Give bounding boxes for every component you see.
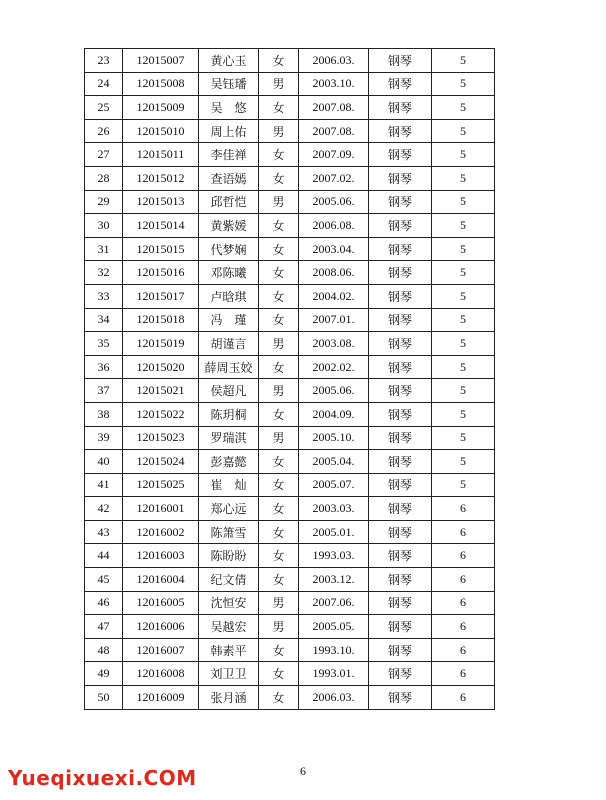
birth-date-cell: 2005.10. bbox=[299, 426, 369, 450]
student-id-cell: 12015011 bbox=[123, 143, 199, 167]
birth-date-cell: 2003.03. bbox=[299, 497, 369, 521]
student-id-cell: 12015008 bbox=[123, 72, 199, 96]
name-cell: 陈箫雪 bbox=[199, 520, 259, 544]
grade-level-cell: 6 bbox=[432, 497, 495, 521]
table-row bbox=[85, 473, 495, 497]
birth-date-cell: 1993.03. bbox=[299, 544, 369, 568]
table-row bbox=[85, 284, 495, 308]
birth-date-cell: 1993.10. bbox=[299, 638, 369, 662]
grade-level-cell: 5 bbox=[432, 143, 495, 167]
birth-date-cell: 2007.09. bbox=[299, 143, 369, 167]
name-cell: 吴越宏 bbox=[199, 615, 259, 639]
table-row bbox=[85, 72, 495, 96]
gender-cell: 女 bbox=[259, 214, 299, 238]
name-cell: 纪文倩 bbox=[199, 568, 259, 592]
grade-level-cell: 6 bbox=[432, 544, 495, 568]
instrument-cell: 钢琴 bbox=[369, 426, 432, 450]
student-id-cell: 12015018 bbox=[123, 308, 199, 332]
gender-cell: 男 bbox=[259, 615, 299, 639]
row-index-cell: 39 bbox=[85, 426, 123, 450]
table-row bbox=[85, 237, 495, 261]
table-row bbox=[85, 379, 495, 403]
row-index-cell: 35 bbox=[85, 332, 123, 356]
student-id-cell: 12015021 bbox=[123, 379, 199, 403]
instrument-cell: 钢琴 bbox=[369, 615, 432, 639]
row-index-cell: 50 bbox=[85, 686, 123, 710]
birth-date-cell: 2002.02. bbox=[299, 355, 369, 379]
row-index-cell: 42 bbox=[85, 497, 123, 521]
birth-date-cell: 2003.10. bbox=[299, 72, 369, 96]
gender-cell: 男 bbox=[259, 119, 299, 143]
row-index-cell: 36 bbox=[85, 355, 123, 379]
birth-date-cell: 2005.06. bbox=[299, 190, 369, 214]
grade-level-cell: 5 bbox=[432, 214, 495, 238]
name-cell: 刘卫卫 bbox=[199, 662, 259, 686]
name-cell: 吴 悠 bbox=[199, 96, 259, 120]
name-cell: 冯 瑾 bbox=[199, 308, 259, 332]
instrument-cell: 钢琴 bbox=[369, 96, 432, 120]
instrument-cell: 钢琴 bbox=[369, 473, 432, 497]
instrument-cell: 钢琴 bbox=[369, 591, 432, 615]
gender-cell: 女 bbox=[259, 237, 299, 261]
table-row bbox=[85, 568, 495, 592]
birth-date-cell: 2007.08. bbox=[299, 119, 369, 143]
row-index-cell: 31 bbox=[85, 237, 123, 261]
student-id-cell: 12015025 bbox=[123, 473, 199, 497]
instrument-cell: 钢琴 bbox=[369, 261, 432, 285]
gender-cell: 男 bbox=[259, 72, 299, 96]
table-row bbox=[85, 143, 495, 167]
gender-cell: 女 bbox=[259, 166, 299, 190]
birth-date-cell: 2006.08. bbox=[299, 214, 369, 238]
gender-cell: 女 bbox=[259, 497, 299, 521]
table-row bbox=[85, 119, 495, 143]
gender-cell: 女 bbox=[259, 402, 299, 426]
gender-cell: 女 bbox=[259, 520, 299, 544]
grade-level-cell: 6 bbox=[432, 591, 495, 615]
name-cell: 侯超凡 bbox=[199, 379, 259, 403]
birth-date-cell: 2005.04. bbox=[299, 450, 369, 474]
gender-cell: 男 bbox=[259, 426, 299, 450]
student-id-cell: 12015010 bbox=[123, 119, 199, 143]
table-row bbox=[85, 426, 495, 450]
birth-date-cell: 1993.01. bbox=[299, 662, 369, 686]
table-row bbox=[85, 450, 495, 474]
name-cell: 周上佑 bbox=[199, 119, 259, 143]
name-cell: 陈盼盼 bbox=[199, 544, 259, 568]
row-index-cell: 38 bbox=[85, 402, 123, 426]
student-id-cell: 12016007 bbox=[123, 638, 199, 662]
table-row bbox=[85, 49, 495, 73]
birth-date-cell: 2008.06. bbox=[299, 261, 369, 285]
birth-date-cell: 2007.08. bbox=[299, 96, 369, 120]
birth-date-cell: 2005.06. bbox=[299, 379, 369, 403]
row-index-cell: 27 bbox=[85, 143, 123, 167]
row-index-cell: 29 bbox=[85, 190, 123, 214]
gender-cell: 女 bbox=[259, 544, 299, 568]
table-row bbox=[85, 544, 495, 568]
instrument-cell: 钢琴 bbox=[369, 284, 432, 308]
birth-date-cell: 2004.02. bbox=[299, 284, 369, 308]
instrument-cell: 钢琴 bbox=[369, 379, 432, 403]
gender-cell: 女 bbox=[259, 355, 299, 379]
birth-date-cell: 2003.12. bbox=[299, 568, 369, 592]
student-id-cell: 12016006 bbox=[123, 615, 199, 639]
table-row bbox=[85, 355, 495, 379]
row-index-cell: 45 bbox=[85, 568, 123, 592]
grade-level-cell: 6 bbox=[432, 662, 495, 686]
grade-level-cell: 5 bbox=[432, 49, 495, 73]
student-id-cell: 12016001 bbox=[123, 497, 199, 521]
birth-date-cell: 2003.04. bbox=[299, 237, 369, 261]
table-row bbox=[85, 261, 495, 285]
student-id-cell: 12016008 bbox=[123, 662, 199, 686]
gender-cell: 女 bbox=[259, 450, 299, 474]
instrument-cell: 钢琴 bbox=[369, 308, 432, 332]
grade-level-cell: 5 bbox=[432, 261, 495, 285]
gender-cell: 男 bbox=[259, 591, 299, 615]
student-id-cell: 12015022 bbox=[123, 402, 199, 426]
name-cell: 张月涵 bbox=[199, 686, 259, 710]
birth-date-cell: 2005.05. bbox=[299, 615, 369, 639]
grade-level-cell: 5 bbox=[432, 166, 495, 190]
student-id-cell: 12015014 bbox=[123, 214, 199, 238]
grade-level-cell: 5 bbox=[432, 450, 495, 474]
table-row bbox=[85, 402, 495, 426]
student-id-cell: 12015015 bbox=[123, 237, 199, 261]
row-index-cell: 47 bbox=[85, 615, 123, 639]
name-cell: 郑心远 bbox=[199, 497, 259, 521]
row-index-cell: 48 bbox=[85, 638, 123, 662]
birth-date-cell: 2003.08. bbox=[299, 332, 369, 356]
gender-cell: 女 bbox=[259, 308, 299, 332]
table-row bbox=[85, 332, 495, 356]
table-row bbox=[85, 308, 495, 332]
row-index-cell: 34 bbox=[85, 308, 123, 332]
student-id-cell: 12015007 bbox=[123, 49, 199, 73]
instrument-cell: 钢琴 bbox=[369, 402, 432, 426]
row-index-cell: 49 bbox=[85, 662, 123, 686]
instrument-cell: 钢琴 bbox=[369, 520, 432, 544]
grade-level-cell: 5 bbox=[432, 332, 495, 356]
grade-level-cell: 6 bbox=[432, 568, 495, 592]
birth-date-cell: 2006.03. bbox=[299, 686, 369, 710]
name-cell: 黄心玉 bbox=[199, 49, 259, 73]
grade-level-cell: 5 bbox=[432, 190, 495, 214]
name-cell: 卢晗琪 bbox=[199, 284, 259, 308]
gender-cell: 女 bbox=[259, 568, 299, 592]
grade-level-cell: 5 bbox=[432, 426, 495, 450]
name-cell: 李佳禅 bbox=[199, 143, 259, 167]
student-id-cell: 12015009 bbox=[123, 96, 199, 120]
row-index-cell: 23 bbox=[85, 49, 123, 73]
table-row bbox=[85, 190, 495, 214]
birth-date-cell: 2005.07. bbox=[299, 473, 369, 497]
instrument-cell: 钢琴 bbox=[369, 190, 432, 214]
instrument-cell: 钢琴 bbox=[369, 638, 432, 662]
birth-date-cell: 2007.02. bbox=[299, 166, 369, 190]
row-index-cell: 32 bbox=[85, 261, 123, 285]
row-index-cell: 44 bbox=[85, 544, 123, 568]
gender-cell: 女 bbox=[259, 284, 299, 308]
row-index-cell: 24 bbox=[85, 72, 123, 96]
name-cell: 邓陈曦 bbox=[199, 261, 259, 285]
gender-cell: 女 bbox=[259, 473, 299, 497]
instrument-cell: 钢琴 bbox=[369, 662, 432, 686]
name-cell: 邱哲恺 bbox=[199, 190, 259, 214]
instrument-cell: 钢琴 bbox=[369, 119, 432, 143]
name-cell: 彭嘉懿 bbox=[199, 450, 259, 474]
grade-level-cell: 5 bbox=[432, 237, 495, 261]
row-index-cell: 28 bbox=[85, 166, 123, 190]
grade-level-cell: 5 bbox=[432, 355, 495, 379]
instrument-cell: 钢琴 bbox=[369, 450, 432, 474]
grade-level-cell: 6 bbox=[432, 520, 495, 544]
name-cell: 薛周玉姣 bbox=[199, 355, 259, 379]
student-id-cell: 12016009 bbox=[123, 686, 199, 710]
grade-level-cell: 6 bbox=[432, 615, 495, 639]
instrument-cell: 钢琴 bbox=[369, 237, 432, 261]
name-cell: 吴钰璠 bbox=[199, 72, 259, 96]
name-cell: 陈玥桐 bbox=[199, 402, 259, 426]
row-index-cell: 25 bbox=[85, 96, 123, 120]
name-cell: 黄紫媛 bbox=[199, 214, 259, 238]
instrument-cell: 钢琴 bbox=[369, 686, 432, 710]
name-cell: 代梦娴 bbox=[199, 237, 259, 261]
row-index-cell: 40 bbox=[85, 450, 123, 474]
student-id-cell: 12016004 bbox=[123, 568, 199, 592]
grade-level-cell: 5 bbox=[432, 96, 495, 120]
gender-cell: 女 bbox=[259, 638, 299, 662]
name-cell: 韩素平 bbox=[199, 638, 259, 662]
roster-table-body bbox=[85, 49, 495, 710]
birth-date-cell: 2007.01. bbox=[299, 308, 369, 332]
birth-date-cell: 2007.06. bbox=[299, 591, 369, 615]
table-row bbox=[85, 638, 495, 662]
instrument-cell: 钢琴 bbox=[369, 49, 432, 73]
grade-level-cell: 5 bbox=[432, 473, 495, 497]
gender-cell: 男 bbox=[259, 332, 299, 356]
gender-cell: 男 bbox=[259, 190, 299, 214]
page-number: 6 bbox=[300, 764, 306, 778]
row-index-cell: 33 bbox=[85, 284, 123, 308]
grade-level-cell: 5 bbox=[432, 284, 495, 308]
student-roster-table bbox=[84, 48, 495, 710]
grade-level-cell: 5 bbox=[432, 72, 495, 96]
table-row bbox=[85, 591, 495, 615]
name-cell: 查语嫣 bbox=[199, 166, 259, 190]
grade-level-cell: 5 bbox=[432, 402, 495, 426]
birth-date-cell: 2004.09. bbox=[299, 402, 369, 426]
table-row bbox=[85, 497, 495, 521]
birth-date-cell: 2006.03. bbox=[299, 49, 369, 73]
instrument-cell: 钢琴 bbox=[369, 72, 432, 96]
instrument-cell: 钢琴 bbox=[369, 568, 432, 592]
name-cell: 胡谨言 bbox=[199, 332, 259, 356]
grade-level-cell: 5 bbox=[432, 379, 495, 403]
row-index-cell: 30 bbox=[85, 214, 123, 238]
student-id-cell: 12016003 bbox=[123, 544, 199, 568]
gender-cell: 女 bbox=[259, 261, 299, 285]
grade-level-cell: 6 bbox=[432, 686, 495, 710]
student-id-cell: 12016002 bbox=[123, 520, 199, 544]
row-index-cell: 26 bbox=[85, 119, 123, 143]
instrument-cell: 钢琴 bbox=[369, 214, 432, 238]
table-row bbox=[85, 662, 495, 686]
table-row bbox=[85, 520, 495, 544]
table-row bbox=[85, 615, 495, 639]
student-id-cell: 12015023 bbox=[123, 426, 199, 450]
gender-cell: 女 bbox=[259, 686, 299, 710]
table-row bbox=[85, 96, 495, 120]
instrument-cell: 钢琴 bbox=[369, 166, 432, 190]
student-id-cell: 12015013 bbox=[123, 190, 199, 214]
gender-cell: 男 bbox=[259, 379, 299, 403]
student-id-cell: 12015020 bbox=[123, 355, 199, 379]
row-index-cell: 37 bbox=[85, 379, 123, 403]
instrument-cell: 钢琴 bbox=[369, 544, 432, 568]
instrument-cell: 钢琴 bbox=[369, 143, 432, 167]
student-id-cell: 12015019 bbox=[123, 332, 199, 356]
name-cell: 罗瑞淇 bbox=[199, 426, 259, 450]
table-row bbox=[85, 214, 495, 238]
name-cell: 崔 灿 bbox=[199, 473, 259, 497]
row-index-cell: 41 bbox=[85, 473, 123, 497]
instrument-cell: 钢琴 bbox=[369, 332, 432, 356]
table-row bbox=[85, 686, 495, 710]
gender-cell: 女 bbox=[259, 143, 299, 167]
birth-date-cell: 2005.01. bbox=[299, 520, 369, 544]
name-cell: 沈恒安 bbox=[199, 591, 259, 615]
student-id-cell: 12015012 bbox=[123, 166, 199, 190]
row-index-cell: 43 bbox=[85, 520, 123, 544]
student-id-cell: 12015017 bbox=[123, 284, 199, 308]
table-row bbox=[85, 166, 495, 190]
grade-level-cell: 5 bbox=[432, 119, 495, 143]
instrument-cell: 钢琴 bbox=[369, 497, 432, 521]
student-id-cell: 12015024 bbox=[123, 450, 199, 474]
gender-cell: 女 bbox=[259, 96, 299, 120]
site-watermark: Yueqixuexi.COM bbox=[8, 766, 197, 790]
gender-cell: 女 bbox=[259, 662, 299, 686]
grade-level-cell: 5 bbox=[432, 308, 495, 332]
row-index-cell: 46 bbox=[85, 591, 123, 615]
instrument-cell: 钢琴 bbox=[369, 355, 432, 379]
student-id-cell: 12016005 bbox=[123, 591, 199, 615]
grade-level-cell: 6 bbox=[432, 638, 495, 662]
gender-cell: 女 bbox=[259, 49, 299, 73]
student-id-cell: 12015016 bbox=[123, 261, 199, 285]
